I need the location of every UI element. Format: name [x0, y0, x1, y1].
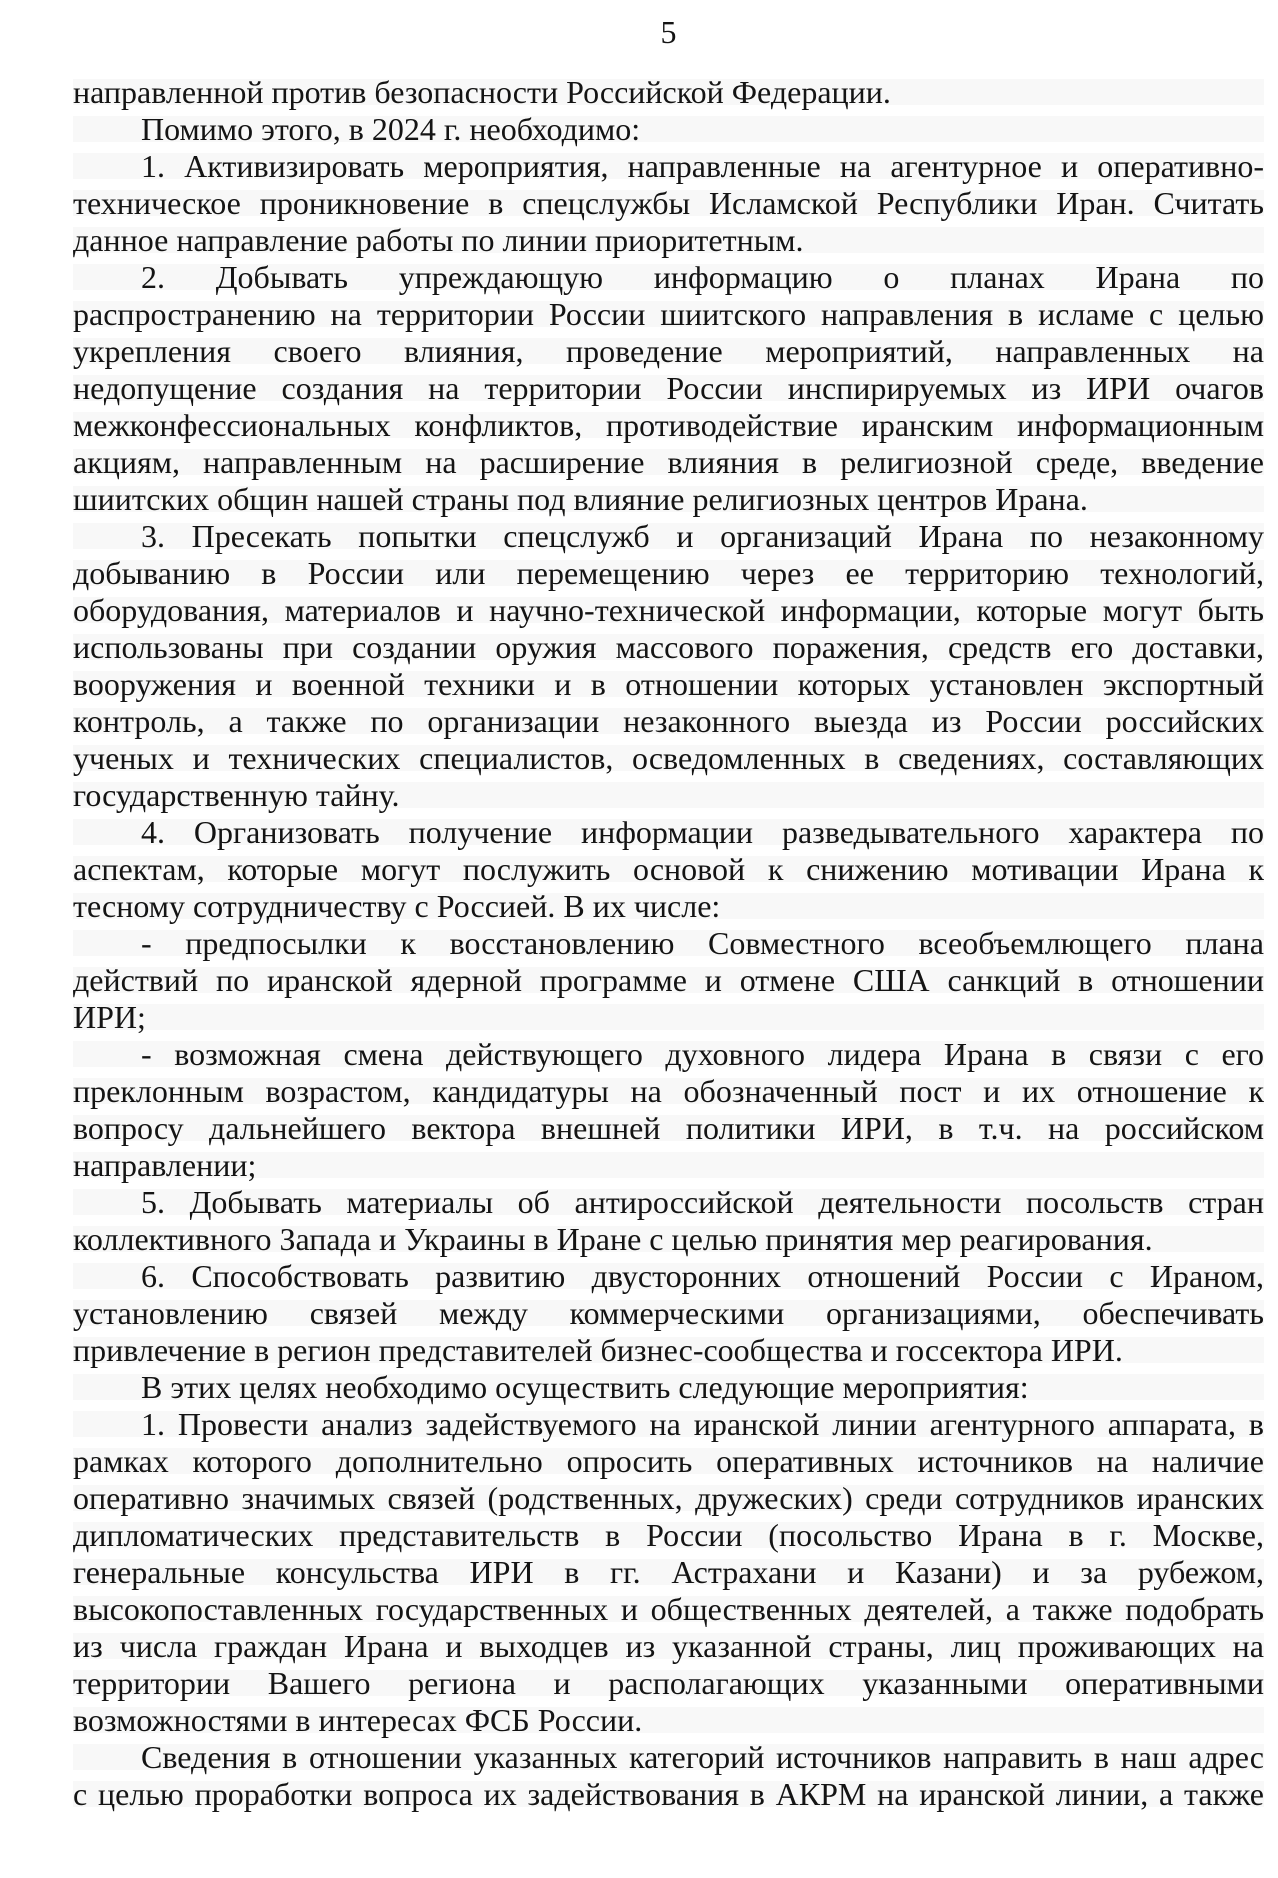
text-line: 4. Организовать получение информации разведывательного характера по — [73, 814, 1264, 851]
text-line: государственную тайну. — [73, 777, 1264, 814]
text-line: из числа граждан Ирана и выходцев из указанной страны, лиц проживающих на — [73, 1628, 1264, 1664]
text-line: ученых и технических специалистов, осведомленных в сведениях, составляющих — [73, 740, 1264, 776]
text-line: дипломатических представительств в России (посольство Ирана в г. Москве, — [73, 1517, 1264, 1553]
text-line: техническое проникновение в спецслужбы Исламской Республики Иран. Считать — [73, 185, 1264, 221]
text-line: 2. Добывать упреждающую информацию о планах Ирана по — [73, 259, 1264, 296]
text-line: рамках которого дополнительно опросить оперативных источников на наличие — [73, 1443, 1264, 1479]
text-line: 6. Способствовать развитию двусторонних отношений России с Ираном, — [73, 1258, 1264, 1295]
text-line: распространению на территории России шиитского направления в исламе с целью — [73, 296, 1264, 332]
text-line: Помимо этого, в 2024 г. необходимо: — [73, 111, 1264, 148]
text-line: действий по иранской ядерной программе и отмене США санкций в отношении — [73, 962, 1264, 998]
text-line: возможностями в интересах ФСБ России. — [73, 1702, 1264, 1739]
text-line: акциям, направленным на расширение влияния в религиозной среде, введение — [73, 444, 1264, 480]
text-line: шиитских общин нашей страны под влияние религиозных центров Ирана. — [73, 481, 1264, 518]
text-line: коллективного Запада и Украины в Иране с целью принятия мер реагирования. — [73, 1221, 1264, 1258]
text-line: межконфессиональных конфликтов, противодействие иранским информационным — [73, 407, 1264, 443]
document-body — [73, 74, 1264, 1813]
text-line: установлению связей между коммерческими организациями, обеспечивать — [73, 1295, 1264, 1331]
text-line: - предпосылки к восстановлению Совместного всеобъемлющего плана — [73, 925, 1264, 962]
text-line: ИРИ; — [73, 999, 1264, 1036]
text-line: В этих целях необходимо осуществить следующие мероприятия: — [73, 1369, 1264, 1406]
text-line: контроль, а также по организации незаконного выезда из России российских — [73, 703, 1264, 739]
text-line: оборудования, материалов и научно-технической информации, которые могут быть — [73, 592, 1264, 628]
text-line: 3. Пресекать попытки спецслужб и организаций Ирана по незаконному — [73, 518, 1264, 555]
text-line: территории Вашего региона и располагающих указанными оперативными — [73, 1665, 1264, 1701]
text-line: тесному сотрудничеству с Россией. В их числе: — [73, 888, 1264, 925]
text-line: недопущение создания на территории России инспирируемых из ИРИ очагов — [73, 370, 1264, 406]
text-line: оперативно значимых связей (родственных, дружеских) среди сотрудников иранских — [73, 1480, 1264, 1516]
text-line: направленной против безопасности Российской Федерации. — [73, 74, 1264, 111]
text-line: добыванию в России или перемещению через ее территорию технологий, — [73, 555, 1264, 591]
text-line: - возможная смена действующего духовного лидера Ирана в связи с его — [73, 1036, 1264, 1073]
text-line: 5. Добывать материалы об антироссийской деятельности посольств стран — [73, 1184, 1264, 1221]
text-line: с целью проработки вопроса их задействования в АКРМ на иранской линии, а также — [73, 1776, 1264, 1812]
text-line: использованы при создании оружия массового поражения, средств его доставки, — [73, 629, 1264, 665]
page-number: 5 — [660, 14, 677, 50]
text-line: вооружения и военной техники и в отношении которых установлен экспортный — [73, 666, 1264, 702]
text-line: генеральные консульства ИРИ в гг. Астрахани и Казани) и за рубежом, — [73, 1554, 1264, 1590]
text-line: преклонным возрастом, кандидатуры на обозначенный пост и их отношение к — [73, 1073, 1264, 1109]
text-line: Сведения в отношении указанных категорий источников направить в наш адрес — [73, 1739, 1264, 1776]
text-line: 1. Провести анализ задействуемого на иранской линии агентурного аппарата, в — [73, 1406, 1264, 1443]
text-line: привлечение в регион представителей бизнес-сообщества и госсектора ИРИ. — [73, 1332, 1264, 1369]
text-line: высокопоставленных государственных и общественных деятелей, а также подобрать — [73, 1591, 1264, 1627]
text-line: аспектам, которые могут послужить основой к снижению мотивации Ирана к — [73, 851, 1264, 887]
text-line: укрепления своего влияния, проведение мероприятий, направленных на — [73, 333, 1264, 369]
text-line: данное направление работы по линии приоритетным. — [73, 222, 1264, 259]
text-line: 1. Активизировать мероприятия, направленные на агентурное и оперативно- — [73, 148, 1264, 185]
text-line: направлении; — [73, 1147, 1264, 1184]
text-line: вопросу дальнейшего вектора внешней политики ИРИ, в т.ч. на российском — [73, 1110, 1264, 1146]
